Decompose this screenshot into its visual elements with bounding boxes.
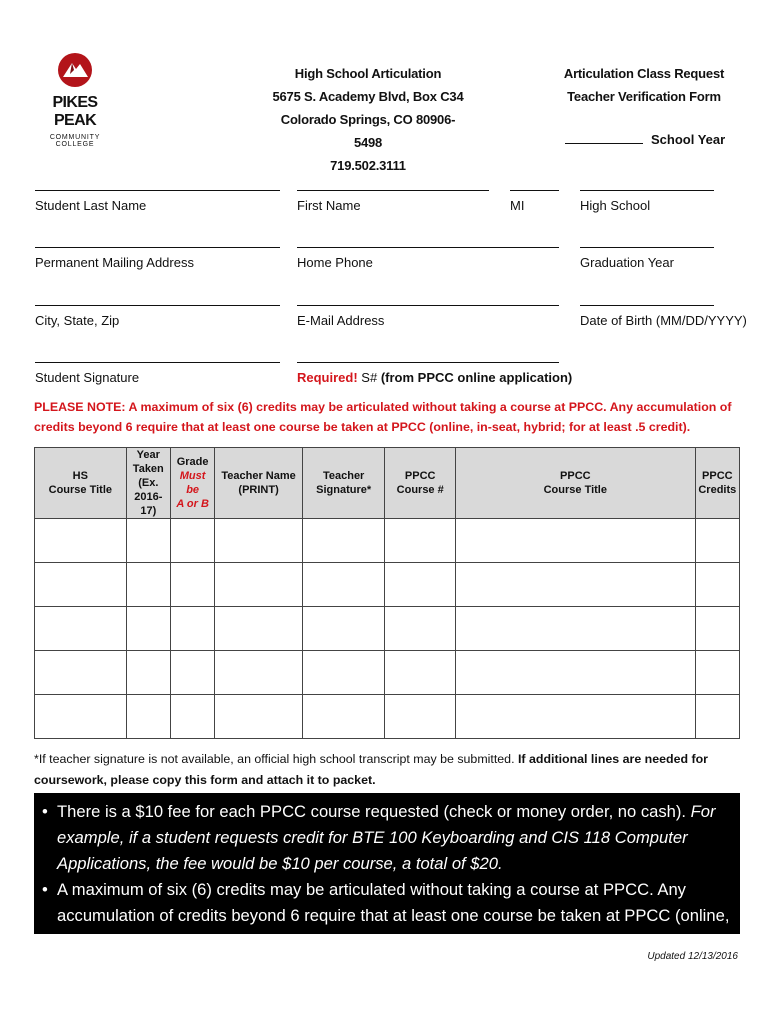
logo-name: PIKES PEAK: [52, 94, 98, 129]
required-marker: Required!: [297, 370, 358, 385]
form-title-line-1: Articulation Class Request: [563, 66, 725, 81]
credit-text: A maximum of six (6) credits may be articulated without taking a course at PPCC. Any accumulation of credits beyond 6 require that at least one course be taken at PPCC (online, in-seat, hybrid; for at least .5 credit).: [57, 880, 730, 951]
table-cell[interactable]: [170, 695, 214, 739]
table-row: [35, 695, 740, 739]
table-cell[interactable]: [455, 519, 695, 563]
table-cell[interactable]: [126, 651, 170, 695]
table-header-row: [35, 448, 740, 519]
footnote-text: *If teacher signature is not available, an official high school transcript may be submitted.: [34, 752, 515, 766]
table-cell[interactable]: [302, 651, 385, 695]
table-cell[interactable]: [215, 695, 303, 739]
city-state-zip-label: City, State, Zip: [35, 313, 120, 328]
bullet-icon: •: [42, 880, 48, 899]
col-ppcc-course-title: PPCC Course Title: [455, 448, 695, 519]
student-last-name-field[interactable]: [35, 190, 280, 213]
table-cell[interactable]: [455, 651, 695, 695]
table-cell[interactable]: [126, 695, 170, 739]
fee-bullet: [42, 799, 732, 877]
col-grade: Grade Must be A or B: [170, 448, 214, 519]
dob-label: Date of Birth (MM/DD/YYYY): [580, 313, 747, 328]
table-cell[interactable]: [455, 607, 695, 651]
col-ppcc-course-number: PPCC Course #: [385, 448, 456, 519]
table-cell[interactable]: [35, 695, 127, 739]
first-name-label: First Name: [297, 198, 361, 213]
high-school-label: High School: [580, 198, 651, 213]
table-cell[interactable]: [170, 651, 214, 695]
col-teacher-signature: Teacher Signature*: [302, 448, 385, 519]
table-cell[interactable]: [215, 563, 303, 607]
table-cell[interactable]: [302, 519, 385, 563]
table-row: [35, 607, 740, 651]
table-cell[interactable]: [126, 519, 170, 563]
table-row: [35, 563, 740, 607]
peak-emblem-icon: [55, 50, 95, 90]
fee-example-text: For example, if a student requests credit for BTE 100 Keyboarding and CIS 118 Computer Applications, the fee would be $10 per course, a total of $20.: [57, 802, 716, 873]
student-id-field[interactable]: [297, 362, 573, 385]
home-phone-label: Home Phone: [297, 255, 373, 270]
graduation-year-label: Graduation Year: [580, 255, 674, 270]
table-cell[interactable]: [302, 695, 385, 739]
table-cell[interactable]: [215, 519, 303, 563]
student-signature-field[interactable]: [35, 362, 280, 385]
school-year-label: School Year: [651, 132, 726, 147]
graduation-year-field[interactable]: [580, 247, 714, 270]
table-cell[interactable]: [695, 695, 739, 739]
table-cell[interactable]: [385, 695, 456, 739]
table-cell[interactable]: [35, 519, 127, 563]
mailing-address-label: Permanent Mailing Address: [35, 255, 194, 270]
table-cell[interactable]: [695, 651, 739, 695]
table-cell[interactable]: [695, 519, 739, 563]
header-line-3: Colorado Springs, CO 80906-5498: [280, 112, 456, 150]
table-cell[interactable]: [170, 607, 214, 651]
table-cell[interactable]: [695, 607, 739, 651]
table-cell[interactable]: [385, 651, 456, 695]
table-cell[interactable]: [385, 607, 456, 651]
table-cell[interactable]: [215, 607, 303, 651]
footnote-bold-text: If additional lines are needed for coursework, please copy this form and attach it to packet.: [34, 752, 708, 787]
table-cell[interactable]: [455, 563, 695, 607]
col-ppcc-credits: PPCC Credits: [695, 448, 739, 519]
table-cell[interactable]: [126, 563, 170, 607]
col-hs-course-title: HS Course Title: [35, 448, 127, 519]
student-id-symbol: S#: [361, 370, 378, 385]
student-last-name-label: Student Last Name: [35, 198, 147, 213]
fee-info-box: [34, 793, 740, 951]
header-line-1: High School Articulation: [294, 66, 442, 81]
school-year-blank[interactable]: [565, 132, 643, 144]
table-cell[interactable]: [35, 651, 127, 695]
table-cell[interactable]: [35, 607, 127, 651]
student-id-label: [297, 370, 573, 385]
table-cell[interactable]: [695, 563, 739, 607]
mi-label: MI: [510, 198, 525, 213]
col-year-taken: Year Taken (Ex. 2016-17): [126, 448, 170, 519]
home-phone-field[interactable]: [297, 247, 559, 270]
table-cell[interactable]: [455, 695, 695, 739]
table-cell[interactable]: [302, 563, 385, 607]
credit-bullet: [42, 877, 732, 955]
table-cell[interactable]: [35, 563, 127, 607]
email-field[interactable]: [297, 305, 559, 328]
dob-field[interactable]: [580, 305, 747, 328]
table-cell[interactable]: [385, 519, 456, 563]
table-cell[interactable]: [302, 607, 385, 651]
student-id-note: (from PPCC online application): [380, 370, 573, 385]
table-cell[interactable]: [215, 651, 303, 695]
form-title-line-2: Teacher Verification Form: [567, 89, 721, 104]
first-name-field[interactable]: [297, 190, 489, 213]
updated-date: Updated 12/13/2016: [647, 951, 738, 962]
table-cell[interactable]: [126, 607, 170, 651]
form-title: [548, 62, 740, 108]
school-year-field[interactable]: [565, 132, 725, 147]
college-logo: [30, 50, 120, 148]
table-cell[interactable]: [170, 519, 214, 563]
col-teacher-name: Teacher Name (PRINT): [215, 448, 303, 519]
course-table: [34, 447, 740, 739]
header-line-4: 719.502.3111: [330, 158, 406, 173]
email-label: E-Mail Address: [297, 313, 385, 328]
teacher-signature-footnote: [34, 749, 740, 791]
credit-limit-note: PLEASE NOTE: A maximum of six (6) credits may be articulated without taking a course at PPCC. Any accumulation of credits beyond 6 require that at least one course be taken at PPCC (online, in-seat, hybrid; for at least .5 credit).: [34, 400, 732, 434]
table-cell[interactable]: [385, 563, 456, 607]
fee-text: There is a $10 fee for each PPCC course requested (check or money order, no cash).: [57, 802, 687, 821]
header-line-2: 5675 S. Academy Blvd, Box C34: [272, 89, 464, 104]
table-row: [35, 651, 740, 695]
table-cell[interactable]: [170, 563, 214, 607]
table-row: [35, 519, 740, 563]
logo-subtitle: COMMUNITY COLLEGE: [49, 134, 101, 148]
bullet-icon: •: [42, 802, 48, 821]
city-state-zip-field[interactable]: [35, 305, 280, 328]
mailing-address-field[interactable]: [35, 247, 280, 270]
mi-field[interactable]: [510, 190, 559, 213]
articulation-address: [268, 62, 468, 177]
student-signature-label: Student Signature: [35, 370, 140, 385]
high-school-field[interactable]: [580, 190, 714, 213]
